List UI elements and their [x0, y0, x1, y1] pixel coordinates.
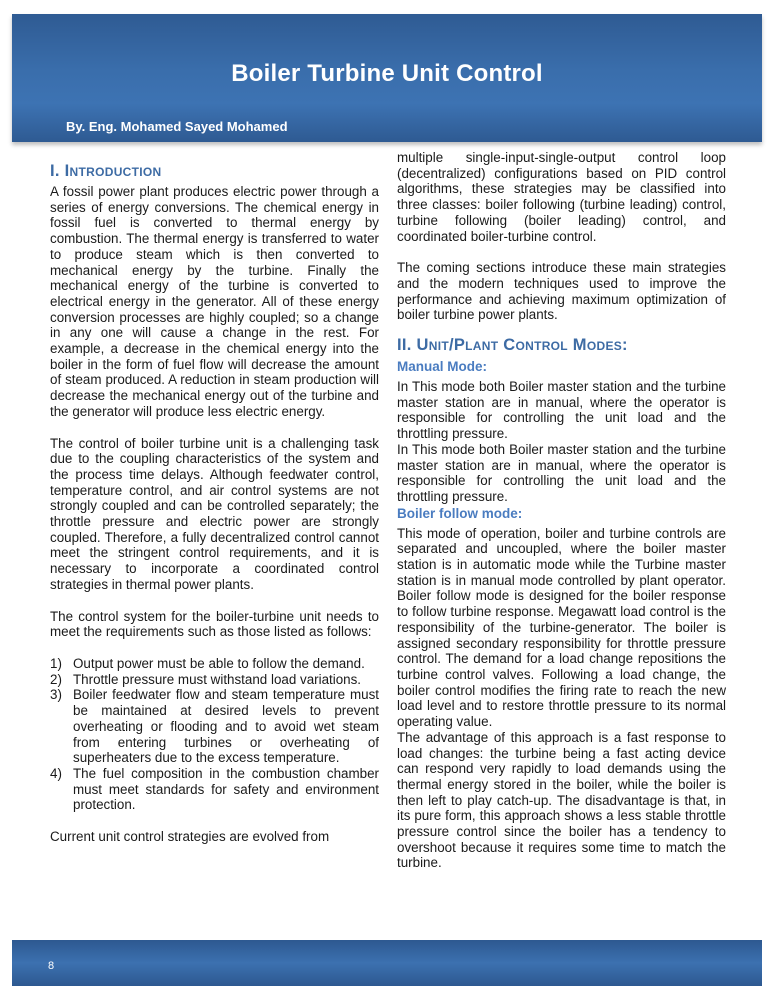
- intro-paragraph-3: The control system for the boiler-turbine unit needs to meet the requirements such as those listed as follows:: [50, 608, 379, 640]
- footer-banner: [12, 940, 762, 986]
- right-column: [397, 150, 726, 871]
- page-number: 8: [48, 960, 55, 972]
- manual-mode-paragraph-2: In This mode both Boiler master station and the turbine master station are in manual, where the operator is responsible for controlling the unit load and the throttling pressure.: [397, 441, 726, 504]
- document-title: Boiler Turbine Unit Control: [231, 60, 543, 87]
- author-byline: By. Eng. Mohamed Sayed Mohamed: [66, 119, 288, 134]
- list-item: [50, 687, 379, 766]
- subheading-manual-mode: Manual Mode:: [397, 359, 487, 375]
- list-item: [50, 766, 379, 813]
- list-item-number: 1): [50, 655, 62, 671]
- list-item: [50, 656, 379, 672]
- list-item-number: 4): [50, 765, 62, 781]
- requirements-list: [50, 656, 379, 813]
- coming-sections-paragraph: The coming sections introduce these main strategies and the modern techniques used to improve the performance and achieving maximum optimization of boiler turbine power plants.: [397, 260, 726, 323]
- section-heading-introduction: I. Introduction: [50, 162, 162, 180]
- intro-paragraph-4: Current unit control strategies are evolved from: [50, 829, 330, 845]
- list-item-number: 2): [50, 671, 62, 687]
- header-banner: [12, 14, 762, 142]
- manual-mode-paragraph-1: In This mode both Boiler master station and the turbine master station are in manual, where the operator is responsible for controlling the unit load and the throttling pressure.: [397, 379, 726, 442]
- boiler-follow-paragraph-2: The advantage of this approach is a fast response to load changes: the turbine being a fast acting device can respond very rapidly to load demands using the thermal energy stored in the boiler, while the boiler is then left to play catch-up. The disadvantage is that, in its pure form, this approach shows a less stable throttle pressure control since the boiler has a tendency to overshoot because it requires some time to match the turbine.: [397, 729, 726, 871]
- subheading-boiler-follow-mode: Boiler follow mode:: [397, 505, 523, 521]
- list-item-text: Boiler feedwater flow and steam temperature must be maintained at desired levels to prevent overheating or flooding and to avoid wet steam from entering turbines or overheating of superheaters due to the excess temperature.: [73, 687, 379, 766]
- list-item-text: Output power must be able to follow the demand.: [73, 655, 365, 671]
- list-item-text: The fuel composition in the combustion chamber must meet standards for safety and environment protection.: [73, 765, 379, 813]
- intro-paragraph-1: A fossil power plant produces electric power through a series of energy conversions. The chemical energy in fossil fuel is converted to thermal energy by combustion. The thermal energy is transferred to water to produce steam which is then converted to mechanical energy by the turbine. Finally the mechanical energy of the turbine is converted to electrical energy in the generator. All of these energy conversion processes are highly coupled; so a change in any one will cause a change in the rest. For example, a decrease in the chemical energy into the boiler in the form of fuel flow will decrease the amount of steam produced. A reduction in steam production will decrease the mechanical energy out of the turbine and the generator will produce less electric energy.: [50, 184, 379, 419]
- section-heading-control-modes: II. Unit/Plant Control Modes:: [397, 336, 628, 355]
- strategies-paragraph: multiple single-input-single-output control loop (decentralized) configurations based on PID control algorithms, these strategies may be classified into three classes: boiler following (turbine leading) control, turbine following (boiler leading) control, and coordinated boiler-turbine control.: [397, 150, 726, 244]
- left-column: [50, 150, 379, 845]
- list-item-text: Throttle pressure must withstand load variations.: [73, 671, 362, 687]
- list-item: [50, 672, 379, 688]
- list-item-number: 3): [50, 687, 62, 703]
- boiler-follow-paragraph-1: This mode of operation, boiler and turbine controls are separated and uncoupled, where the boiler master station is in automatic mode while the Turbine master station is in manual mode controlled by plant operator. Boiler follow mode is designed for the boiler response to follow turbine response. Megawatt load control is the responsibility of the turbine-generator. The boiler is assigned secondary responsibility for throttle pressure control. The demand for a load change repositions the turbine control valves. Following a load change, the boiler control modifies the firing rate to reach the new load level and to restore throttle pressure to its normal operating value.: [397, 525, 726, 730]
- intro-paragraph-2: The control of boiler turbine unit is a challenging task due to the coupling characteristics of the system and the process time delays. Although feedwater control, temperature control, and air control systems are not strongly coupled and can be controlled separately; the throttle pressure and electric power are strongly coupled. Therefore, a fully decentralized control cannot meet the stringent control requirements, and it is necessary to incorporate a coordinated control strategies in thermal power plants.: [50, 435, 379, 592]
